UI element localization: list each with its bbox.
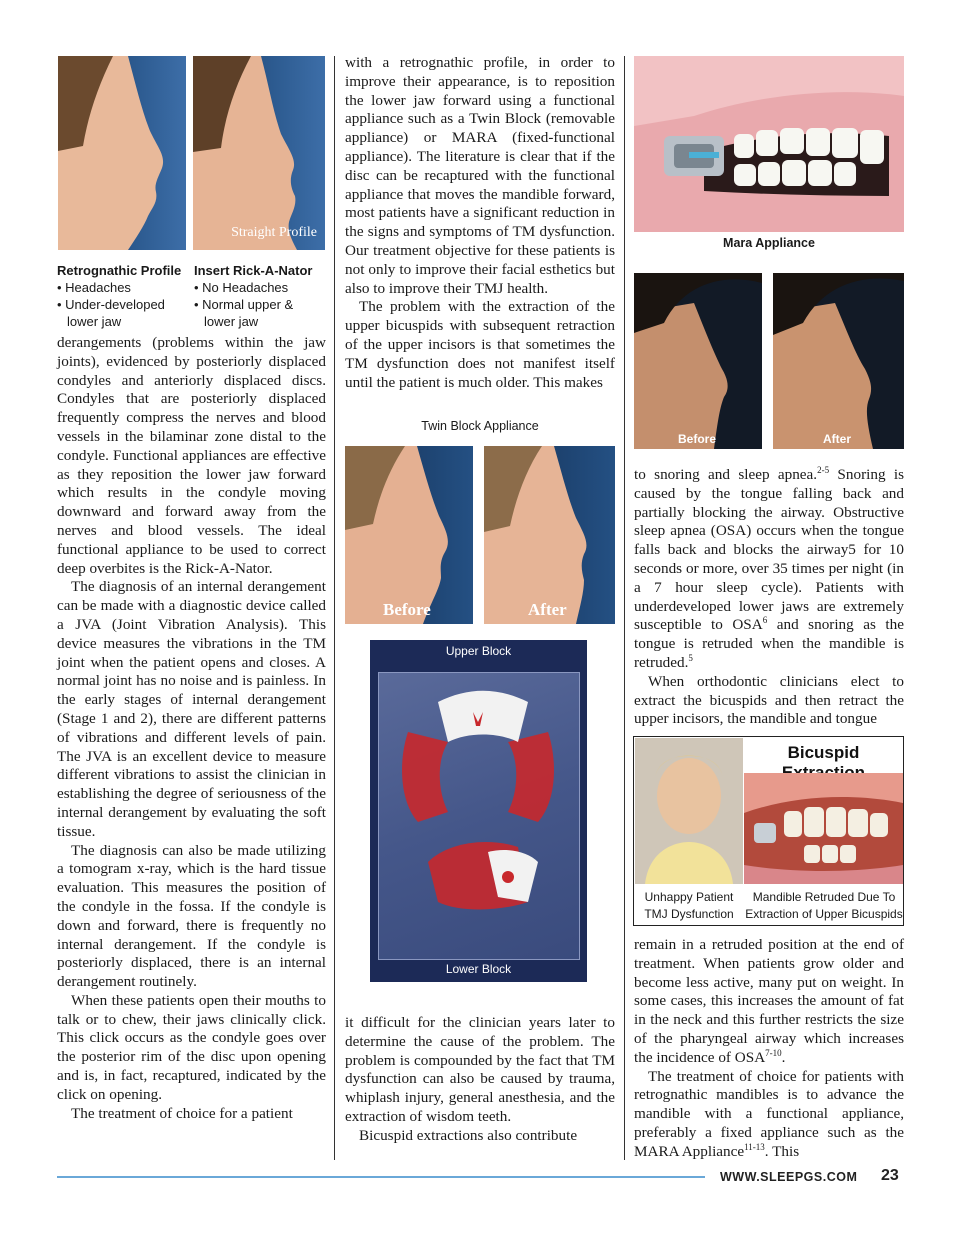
retruded-caption: [744, 889, 904, 923]
retrognathic-caption: [57, 262, 192, 330]
bicuspid-extraction-figure: [633, 736, 904, 926]
retrognathic-profile-photo: [58, 56, 186, 250]
footer-rule: [57, 1176, 705, 1178]
retrognathic-item-2: • Under-developed: [57, 297, 165, 312]
unhappy-patient-caption: [635, 889, 743, 923]
col2-paragraph-2: The problem with the extraction of the upper bicuspids with subsequent retraction of the upper incisors is that sometimes the TM dysfunction does not manifest itself until the patient is much older. This makes: [345, 298, 615, 391]
col3-paragraph-4: [634, 1068, 904, 1162]
page-number: 23: [881, 1167, 899, 1184]
twin-block-before-photo: [345, 446, 473, 624]
appliance-illustration: [378, 672, 578, 958]
straight-profile-overlay: Straight Profile: [231, 225, 317, 240]
mara-before-label: Before: [678, 432, 717, 446]
rickanator-caption: [194, 262, 329, 330]
twin-block-title: Twin Block Appliance: [421, 419, 539, 433]
retruded-mandible-photo: [744, 773, 903, 884]
twin-block-before-label: Before: [383, 600, 431, 619]
retrognathic-item-1: • Headaches: [57, 280, 131, 295]
col3-paragraph-3: [634, 936, 904, 1068]
citation-5: 5: [688, 652, 693, 663]
retruded-caption-line-1: Mandible Retruded Due To: [752, 890, 896, 904]
twin-block-after-label: After: [528, 600, 567, 619]
col3-p3-part-a: remain in a retruded position at the end of treatment. When patients grow older and become less active, many put on weight. In some cases, this increases the amount of fat in the neck and this further restricts the size of the pharyngeal airway which increases the incidence of OSA: [634, 936, 904, 1066]
mara-appliance-caption: Mara Appliance: [723, 236, 815, 250]
col3-paragraph-1: [634, 466, 904, 673]
citation-7-10: 7-10: [765, 1047, 782, 1058]
col2-paragraph-1: with a retrognathic profile, in order to improve their appearance, is to reposition the lower jaw forward using a functional appliance such as a Twin Block (removable appliance) or MARA (fixed-functional appliance). The literature is clear that if the disc can be recaptured with the functional appliance that moves the mandible forward, most patients have a significant reduction in the signs and symptoms of TM dysfunction. Our treatment objective for these patients is not only to improve their facial esthetics but also to improve their TMJ health.: [345, 54, 615, 297]
retrognathic-item-3: lower jaw: [67, 314, 122, 329]
citation-6: 6: [762, 615, 768, 626]
footer-url: WWW.SLEEPGS.COM: [720, 1170, 858, 1184]
straight-profile-photo: [193, 56, 325, 250]
col3-paragraph-2: When orthodontic clinicians elect to extract the bicuspids and then retract the upper incisors, the mandible and tongue: [634, 672, 904, 728]
twin-block-after-photo: [484, 446, 615, 624]
column-divider-1: [334, 56, 335, 1160]
column-3-top-body: [634, 466, 904, 729]
col1-paragraph-2: The diagnosis of an internal derangement can be made with a diagnostic device called a JVA (Joint Vibration Analysis). This device measures the vibrations in the TM joint when the patient opens and closes. A normal joint has no noise and is painless. In the early stages of internal derangement (Stage 1 and 2), there are different patterns of vibrations and different levels of pain. The JVA is an excellent device to measure different vibrations to assist the clinician in establishing the degree of seriousness of the internal derangement by evaluating the soft tissue.: [57, 578, 326, 840]
col2-paragraph-4: Bicuspid extractions also contribute: [359, 1126, 578, 1144]
column-divider-2: [624, 56, 625, 1160]
col1-paragraph-1: derangements (problems within the jaw joints), evidenced by posteriorly displaced condyles and anteriorly displaced discs. Condyles that are posteriorly displaced frequently compress the nerves and blood vessels in the bilaminar zone distal to the condyle. Functional appliances are effective as they reposition the lower jaw forward which results in the condyle moving downward and forward away from the nerves and blood vessels. The ideal functional appliance to be used to correct deep overbites is the Rick-A-Nator.: [57, 334, 326, 577]
rickanator-item-1: • No Headaches: [194, 280, 289, 295]
twin-block-appliance-photo: [370, 640, 587, 982]
retruded-caption-line-2: Extraction of Upper Bicuspids: [745, 907, 903, 921]
bicuspid-extraction-title: Bicuspid: [787, 743, 860, 762]
column-2-top-body: [345, 54, 615, 392]
retrognathic-caption-title: Retrognathic Profile: [57, 263, 182, 278]
col3-p1-part-b: Snoring is caused by the tongue falling back and partially blocking the airway. Obstructive sleep apnea (OSA) occurs when the tongue falls back and blocks the airway5 for 10 seconds or more, over 35 times per night (in a 7 hour sleep cycle). Patients with underdeveloped lower jaws are extremely susceptible to OSA: [634, 466, 905, 634]
col3-p1-part-a: to snoring and sleep apnea.: [634, 466, 818, 483]
rickanator-item-3: lower jaw: [204, 314, 259, 329]
citation-2-5: 2-5: [817, 465, 830, 475]
unhappy-caption-line-1: Unhappy Patient: [644, 890, 734, 904]
col1-paragraph-3: The diagnosis can also be made utilizing a tomogram x-ray, which is the hard tissue evaluation. This measures the position of the condyle in the fossa. If the condyle is down and forward, there is frequently no internal derangement. If the condyle is posteriorly displaced, there is an internal derangement routinely.: [57, 841, 326, 991]
col3-p3-part-b: .: [781, 1048, 786, 1066]
mara-appliance-photo: [634, 56, 904, 232]
column-1-body: [57, 334, 326, 1123]
rickanator-caption-title: Insert Rick-A-Nator: [194, 263, 313, 278]
col2-paragraph-3: it difficult for the clinician years later to determine the cause of the problem. The problem is compounded by the fact that TM dysfunction can also be caused by trauma, whiplash injury, general anesthesia, and the extraction of wisdom teeth.: [345, 1014, 615, 1125]
unhappy-caption-line-2: TMJ Dysfunction: [644, 907, 734, 921]
lower-block-label: Lower Block: [445, 962, 512, 976]
mara-after-label: After: [823, 432, 852, 446]
col3-p4-part-b: . This: [764, 1142, 800, 1160]
mara-before-photo: [634, 273, 762, 449]
rickanator-item-2: • Normal upper &: [194, 297, 294, 312]
unhappy-patient-photo: [635, 738, 743, 884]
col3-p1-part-c: and snoring as the tongue is retruded when the mandible is retruded.: [634, 616, 904, 671]
col3-p4-part-a: The treatment of choice for patients with retrognathic mandibles is to advance the mandible with a functional appliance, preferably a fixed appliance such as the MARA Appliance: [634, 1067, 904, 1160]
col1-paragraph-4: When these patients open their mouths to talk or to chew, their jaws clinically click. This click occurs as the condyle goes over the posterior rim of the disc upon opening and is, in fact, recaptured, indicated by the click on opening.: [57, 991, 326, 1103]
column-3-bottom-body: [634, 936, 904, 1162]
col1-paragraph-5: The treatment of choice for a patient: [71, 1104, 293, 1122]
column-2-bottom-body: [345, 1014, 615, 1146]
upper-block-label: Upper Block: [445, 644, 512, 658]
mara-after-photo: [773, 273, 904, 449]
citation-11-13: 11-13: [744, 1141, 765, 1152]
